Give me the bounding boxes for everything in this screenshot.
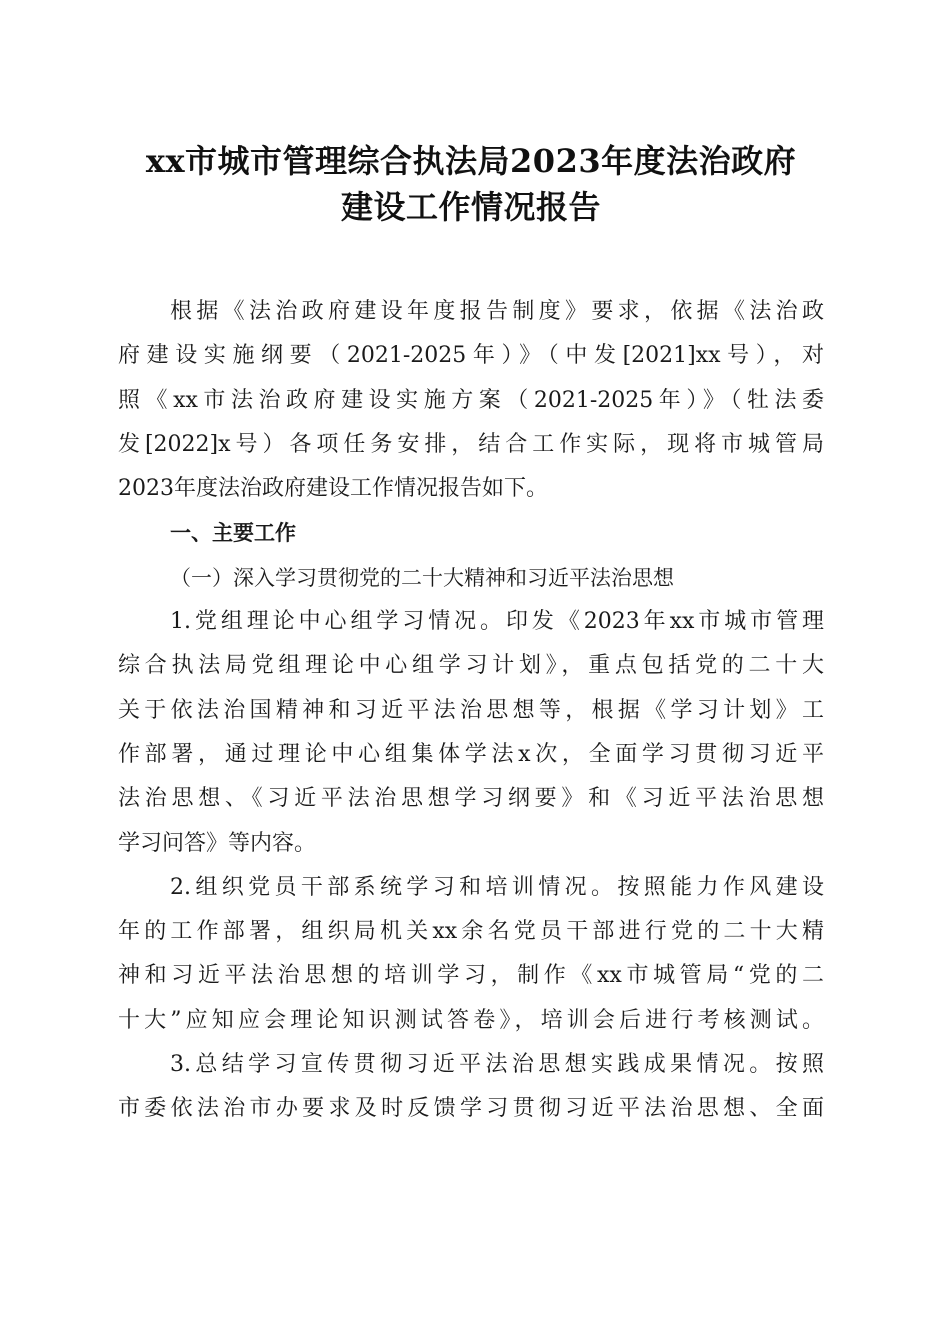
paragraph-line: 2023年度法治政府建设工作情况报告如下。 — [118, 476, 548, 502]
paragraph-line: 法治思想、《习近平法治思想学习纲要》和《习近平法治思想 — [118, 786, 824, 812]
item-1-paragraph — [118, 600, 824, 866]
paragraph-line: 府建设实施纲要（2021-2025年）》（中发[2021]xx号），对 — [118, 343, 824, 369]
paragraph-line: 关于依法治国精神和习近平法治思想等，根据《学习计划》工 — [118, 697, 824, 723]
paragraph-line: 1.党组理论中心组学习情况。印发《2023年xx市城市管理 — [170, 609, 824, 635]
document-title — [118, 138, 824, 230]
item-3-paragraph — [118, 1043, 824, 1132]
title-line-1: xx市城市管理综合执法局2023年度法治政府 — [145, 142, 797, 180]
paragraph-line: 作部署，通过理论中心组集体学法x次，全面学习贯彻习近平 — [118, 741, 824, 767]
paragraph-line: 神和习近平法治思想的培训学习，制作《xx市城管局“党的二 — [118, 963, 824, 989]
subsection-heading: （一）深入学习贯彻党的二十大精神和习近平法治思想 — [170, 565, 674, 590]
paragraph-line: 年的工作部署，组织局机关xx余名党员干部进行党的二十大精 — [118, 919, 824, 945]
paragraph-line: 2.组织党员干部系统学习和培训情况。按照能力作风建设 — [170, 874, 824, 900]
paragraph-line: 学习问答》等内容。 — [118, 830, 317, 856]
paragraph-line: 综合执法局党组理论中心组学习计划》，重点包括党的二十大 — [118, 653, 824, 679]
title-line-2: 建设工作情况报告 — [340, 188, 601, 226]
paragraph-line: 市委依法治市办要求及时反馈学习贯彻习近平法治思想、全面 — [118, 1096, 824, 1122]
intro-paragraph — [118, 290, 824, 511]
document-body — [118, 290, 824, 1132]
item-2-paragraph — [118, 866, 824, 1043]
paragraph-line: 十大”应知应会理论知识测试答卷》，培训会后进行考核测试。 — [118, 1007, 824, 1033]
section-heading: 一、主要工作 — [170, 521, 296, 546]
paragraph-line: 根据《法治政府建设年度报告制度》要求，依据《法治政 — [170, 299, 824, 324]
document-page — [118, 138, 824, 1132]
paragraph-line: 发[2022]x号）各项任务安排，结合工作实际，现将市城管局 — [118, 431, 824, 457]
paragraph-line: 照《xx市法治政府建设实施方案（2021-2025年）》（牡法委 — [118, 387, 824, 413]
paragraph-line: 3.总结学习宣传贯彻习近平法治思想实践成果情况。按照 — [170, 1052, 824, 1078]
